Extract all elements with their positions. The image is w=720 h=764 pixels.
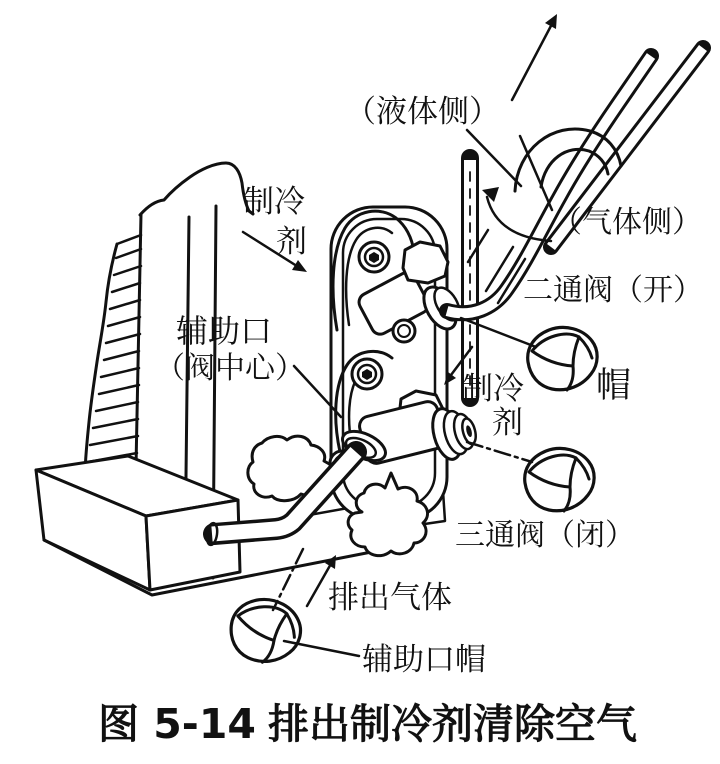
label-cap: 帽 xyxy=(596,366,632,406)
label-two-way-valve: 二通阀（开） xyxy=(523,273,703,308)
axis-aux-cap xyxy=(273,549,303,610)
figure-caption-number: 图 5-14 xyxy=(98,700,256,748)
torn-top-edge xyxy=(140,163,253,215)
figure-caption xyxy=(98,700,637,748)
figure-caption-title: 排出制冷剂清除空气 xyxy=(268,700,637,748)
label-refrigerant-lower-2: 剂 xyxy=(492,405,523,441)
two-way-valve-cap xyxy=(528,327,597,390)
label-aux-port-cap: 辅助口帽 xyxy=(362,642,486,678)
label-aux-port-2: （阀中心） xyxy=(155,351,305,386)
label-discharge-gas: 排出气体 xyxy=(328,580,452,616)
label-refrigerant-upper-2: 剂 xyxy=(276,224,307,260)
label-three-way-valve: 三通阀（闭） xyxy=(455,518,635,553)
base-pedestal xyxy=(36,456,240,590)
label-refrigerant-upper-1: 制冷 xyxy=(243,184,305,220)
label-gas-side: （气体侧） xyxy=(552,205,702,240)
label-refrigerant-lower-1: 制冷 xyxy=(462,371,524,407)
label-aux-port-1: 辅助口 xyxy=(176,312,273,350)
aux-port-cap-part xyxy=(224,592,307,669)
fin-top-edge xyxy=(117,235,141,244)
leader-gas-side xyxy=(520,136,552,210)
label-liquid-side: （液体侧） xyxy=(345,94,500,130)
axis-three-way-cap xyxy=(467,442,532,462)
three-way-valve-cap xyxy=(525,448,594,511)
flow-direction-arrow xyxy=(512,14,557,100)
